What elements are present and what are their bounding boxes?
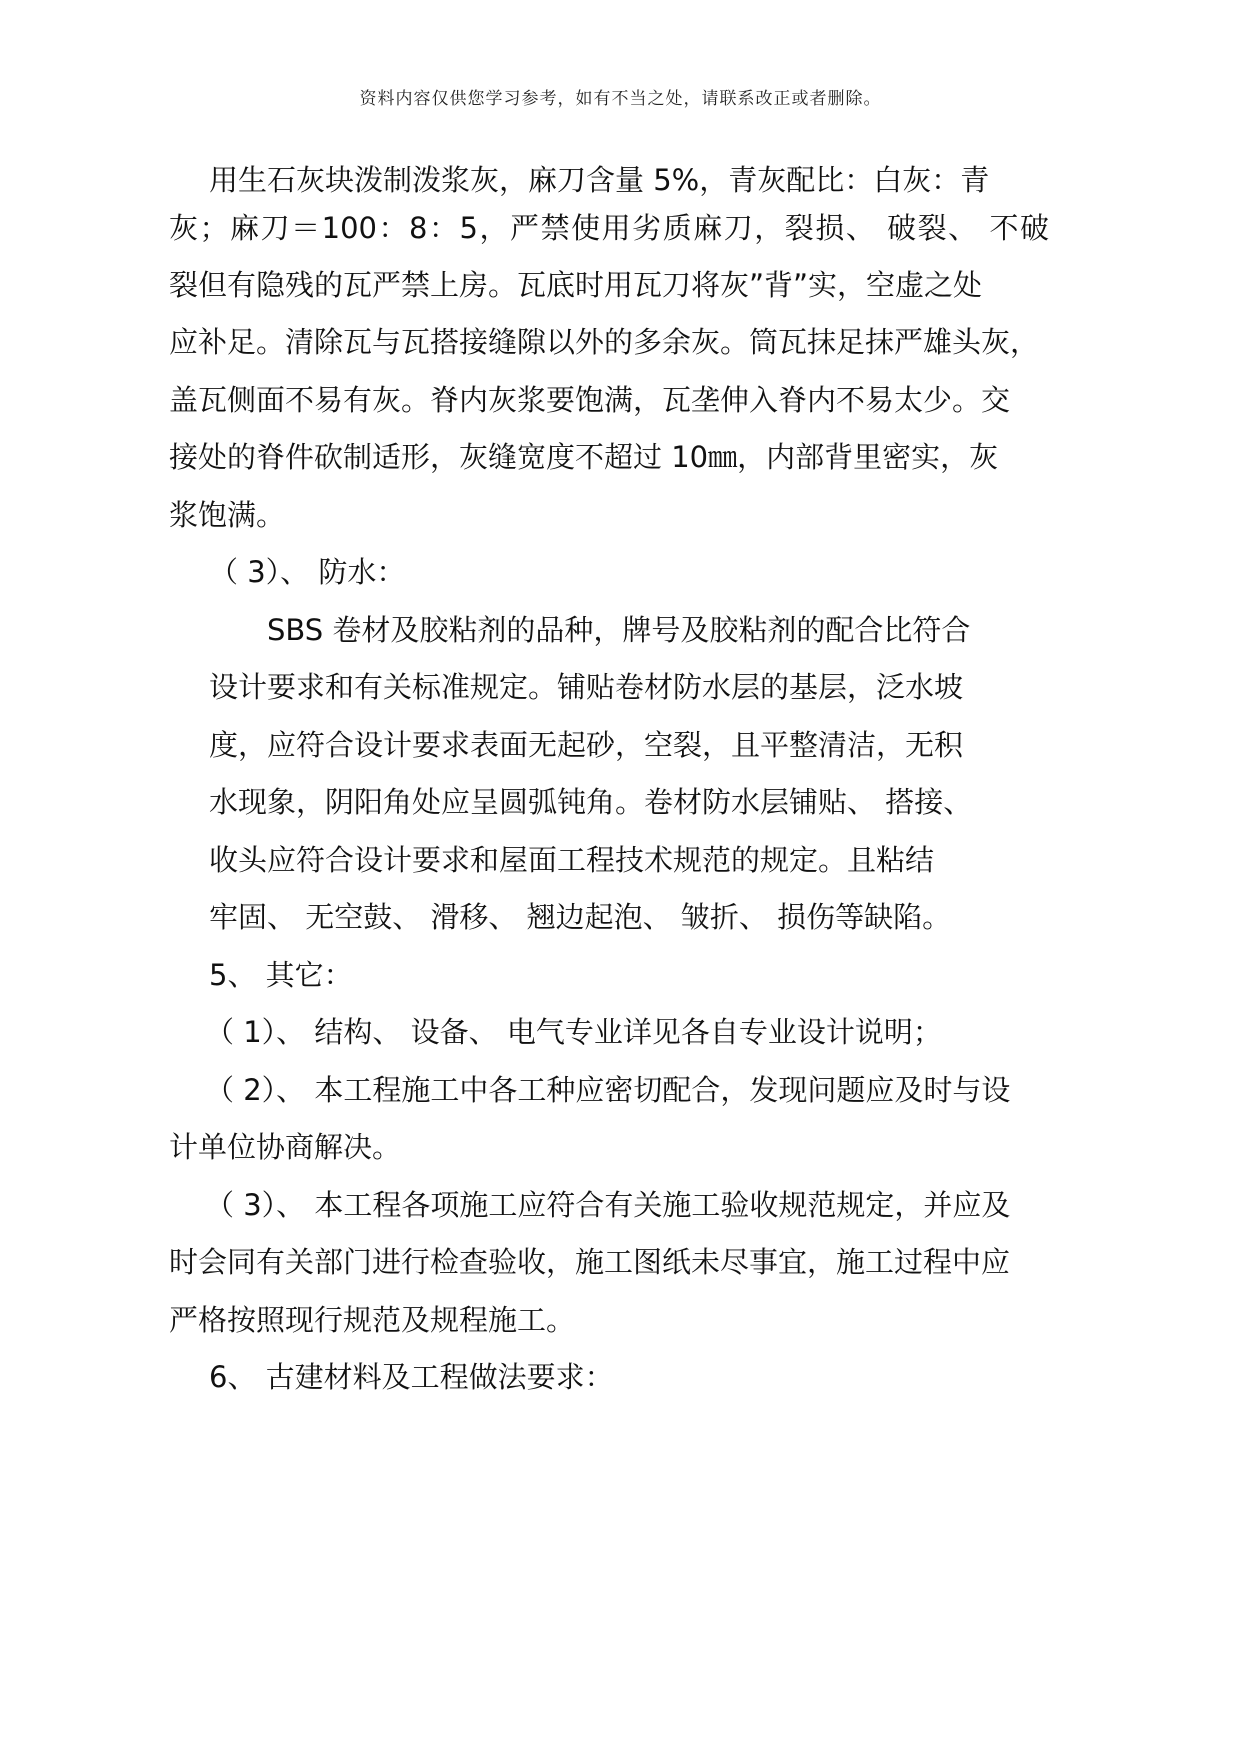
paragraph-line-18: 计单位协商解决。	[169, 1130, 402, 1164]
paragraph-line-10: 设计要求和有关标准规定。铺贴卷材防水层的基层，泛水坡	[209, 670, 964, 704]
paragraph-line-3: 裂但有隐残的瓦严禁上房。瓦底时用瓦刀将灰”背”实，空虚之处	[169, 268, 983, 302]
paragraph-line-19: （ 3）、 本工程各项施工应符合有关施工验收规范规定，并应及	[205, 1188, 1011, 1222]
paragraph-line-5: 盖瓦侧面不易有灰。脊内灰浆要饱满，瓦垄伸入脊内不易太少。交	[169, 383, 1011, 417]
paragraph-line-2: 灰；麻刀＝100：8：5，严禁使用劣质麻刀，裂损、 破裂、 不破	[169, 211, 1049, 245]
paragraph-line-14: 牢固、 无空鼓、 滑移、 翘边起泡、 皱折、 损伤等缺陷。	[209, 900, 952, 934]
paragraph-line-7: 浆饱满。	[169, 498, 286, 532]
paragraph-line-11: 度，应符合设计要求表面无起砂，空裂，且平整清洁，无积	[209, 728, 964, 762]
paragraph-line-13: 收头应符合设计要求和屋面工程技术规范的规定。且粘结	[209, 843, 935, 877]
header-disclaimer: 资料内容仅供您学习参考，如有不当之处，请联系改正或者删除。	[359, 89, 882, 109]
section-heading-other: 5、 其它：	[209, 958, 353, 992]
paragraph-line-12: 水现象，阴阳角处应呈圆弧钝角。卷材防水层铺贴、 搭接、	[209, 785, 973, 819]
paragraph-line-20: 时会同有关部门进行检查验收，施工图纸未尽事宜，施工过程中应	[169, 1245, 1011, 1279]
section-heading-waterproof: （ 3）、 防水：	[209, 555, 406, 589]
section-heading-materials: 6、 古建材料及工程做法要求：	[209, 1360, 614, 1394]
paragraph-line-9: SBS 卷材及胶粘剂的品种，牌号及胶粘剂的配合比符合	[267, 613, 971, 647]
paragraph-line-6: 接处的脊件砍制适形，灰缝宽度不超过 10㎜，内部背里密实，灰	[169, 440, 999, 474]
paragraph-line-1: 用生石灰块泼制泼浆灰，麻刀含量 5%，青灰配比：白灰：青	[209, 163, 990, 197]
paragraph-line-4: 应补足。清除瓦与瓦搭接缝隙以外的多余灰。筒瓦抹足抹严雄头灰，	[169, 325, 1040, 359]
paragraph-line-16: （ 1）、 结构、 设备、 电气专业详见各自专业设计说明；	[205, 1015, 942, 1049]
paragraph-line-17: （ 2）、 本工程施工中各工种应密切配合，发现问题应及时与设	[205, 1073, 1011, 1107]
paragraph-line-21: 严格按照现行规范及规程施工。	[169, 1303, 576, 1337]
